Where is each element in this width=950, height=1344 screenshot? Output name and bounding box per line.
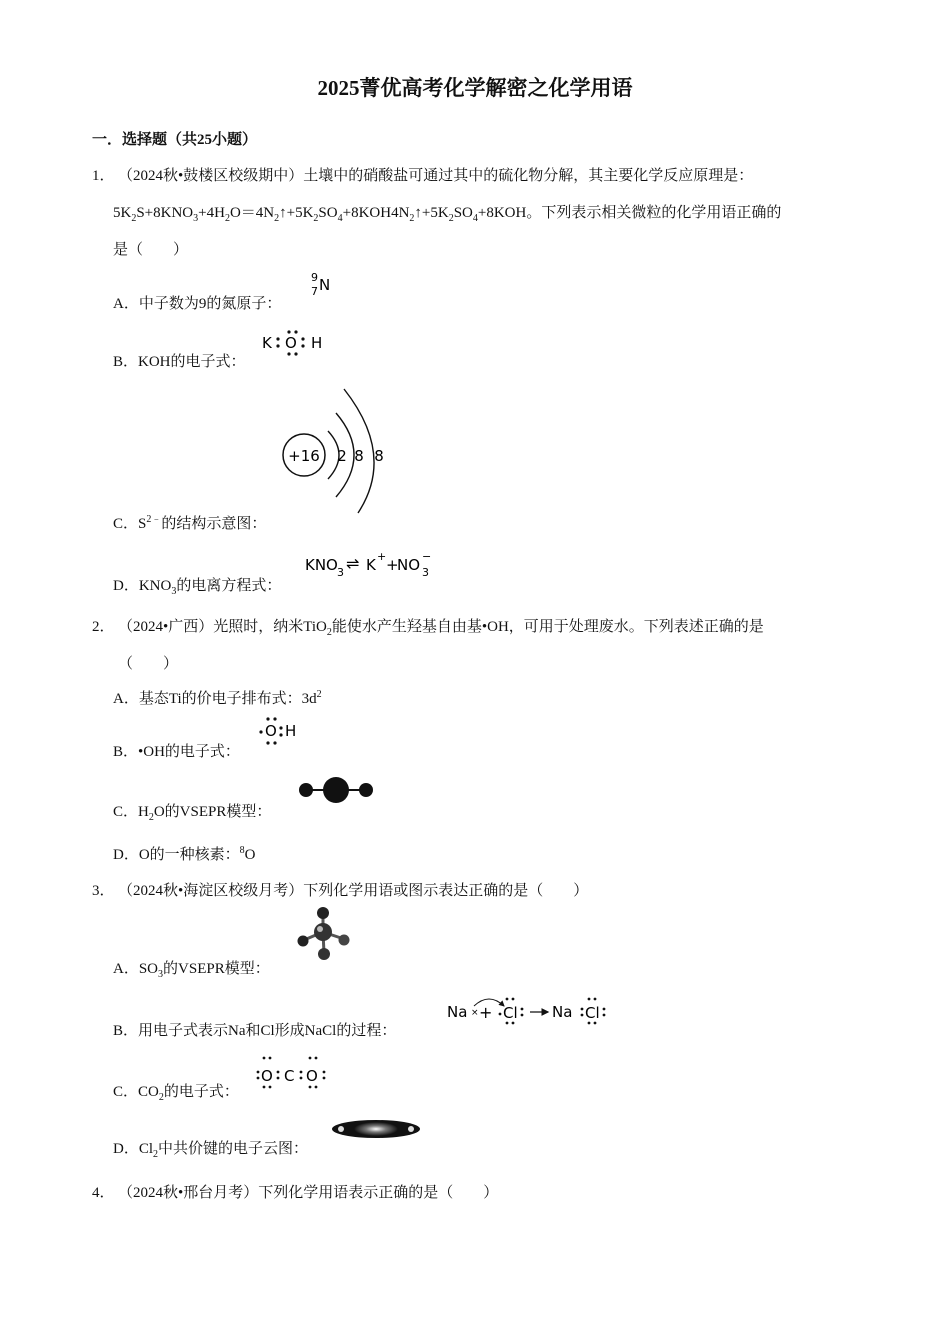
section-title: 一．选择题（共25小题） — [92, 132, 258, 148]
eq-arrow: ⇌ — [346, 554, 360, 573]
nacl-na2: Na — [552, 1003, 573, 1021]
option-a: A．基态Ti的价电子排布式：$3d^2$ — [113, 689, 322, 707]
eq-plus: + — [386, 556, 399, 574]
shell-2: 8 — [354, 447, 364, 465]
option-d: D．$Cl_2$中共价键的电子云图： — [113, 1141, 309, 1160]
isotope-atomic: 7 — [311, 285, 318, 298]
nacl-na: Na — [447, 1003, 468, 1021]
option-c: C．$CO_2$的电子式： — [113, 1084, 239, 1103]
sulfide-ion-structure-diagram — [278, 383, 390, 517]
nacl-plus: + — [479, 1003, 493, 1022]
koh-electron-formula — [258, 326, 330, 360]
question-number: 3． — [92, 883, 115, 899]
eq-left: KNO — [305, 556, 338, 574]
question-stem: 是（ ） — [113, 242, 189, 258]
option-c: C．$S^{2﹣}$的结构示意图： — [113, 514, 267, 532]
question-stem: （2024秋•邢台月考）下列化学用语表示正确的是（ ） — [118, 1185, 499, 1201]
co2-o1: O — [261, 1067, 273, 1085]
nucleus-charge: +16 — [288, 447, 320, 465]
co2-c: C — [284, 1067, 295, 1085]
option-d: D．O的一种核素：$^8$O — [113, 845, 256, 863]
koh-h: H — [311, 334, 323, 352]
nacl-cl: Cl — [503, 1004, 518, 1022]
oh-h: H — [285, 722, 297, 740]
question-stem: （2024秋•海淀区校级月考）下列化学用语或图示表达正确的是（ ） — [118, 883, 589, 899]
nacl-cl2: Cl — [585, 1004, 600, 1022]
option-c: C．$H_2O$的VSEPR模型： — [113, 804, 272, 823]
question-stem: （ ） — [118, 656, 179, 672]
koh-o: O — [285, 334, 297, 352]
option-b: B．用电子式表示Na和Cl形成NaCl的过程： — [113, 1023, 397, 1039]
isotope-figure — [306, 268, 338, 302]
cl2-electron-cloud — [330, 1115, 422, 1143]
eq-no-sup: − — [422, 550, 432, 563]
co2-electron-formula — [252, 1052, 332, 1090]
page-title: 2025菁优高考化学解密之化学用语 — [317, 76, 633, 100]
hydroxyl-electron-formula — [256, 714, 306, 748]
water-vsepr-model — [296, 773, 376, 807]
co2-o2: O — [306, 1067, 318, 1085]
shell-3: 8 — [374, 447, 384, 465]
shell-1: 2 — [337, 447, 347, 465]
koh-k: K — [262, 334, 272, 352]
eq-no: NO — [397, 556, 421, 574]
isotope-symbol: N — [319, 276, 331, 294]
question-number: 1． — [92, 168, 115, 184]
question-stem: （2024•广西）光照时，纳米TiO$_2$能使水产生羟基自由基•OH，可用于处理废水。下列表述正确的是 — [118, 619, 764, 638]
eq-k-sup: + — [377, 550, 387, 563]
nacl-formation-process — [444, 990, 610, 1030]
option-a: A．中子数为9的氮原子： — [113, 296, 282, 312]
option-b: B．KOH的电子式： — [113, 354, 246, 370]
oh-o: O — [265, 722, 277, 740]
question-number: 4． — [92, 1185, 115, 1201]
question-stem: （2024秋•鼓楼区校级期中）土壤中的硝酸盐可通过其中的硫化物分解，其主要化学反应原理是： — [118, 168, 754, 184]
ionization-equation — [302, 548, 436, 582]
nacl-x: × — [471, 1008, 479, 1018]
option-b: B．•OH的电子式： — [113, 744, 240, 760]
option-d: D．$KNO_3$的电离方程式： — [113, 578, 282, 597]
eq-left-sub: 3 — [337, 566, 344, 579]
eq-k: K — [366, 556, 376, 574]
so3-vsepr-model — [294, 906, 354, 962]
option-a: A．$SO_3$的VSEPR模型： — [113, 961, 270, 980]
question-stem-equation: $5K_2S+8KNO_3+4H_2O=4N_2↑+5K_2SO_4+8KOH4N_2↑+5K_2SO_4+8KOH$。下列表示相关微粒的化学用语正确的 — [113, 205, 782, 224]
isotope-mass: 9 — [311, 271, 318, 284]
eq-no-sub: 3 — [422, 566, 429, 579]
question-number: 2． — [92, 619, 115, 635]
